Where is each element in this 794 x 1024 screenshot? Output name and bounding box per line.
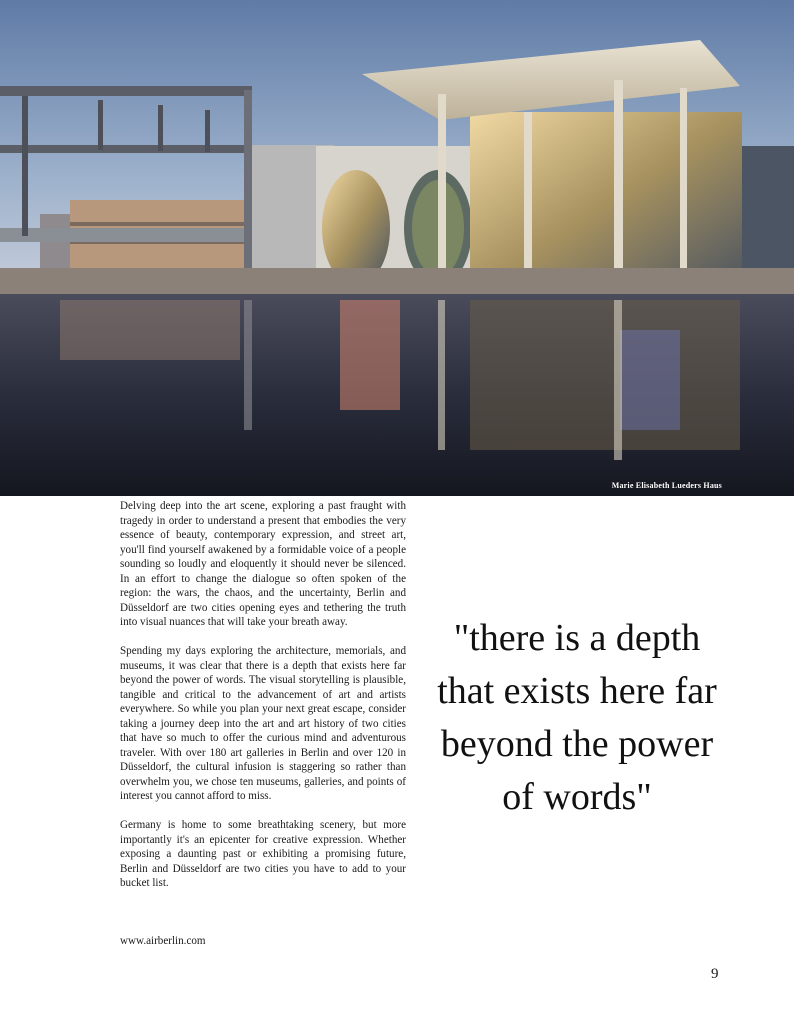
paragraph-1: Delving deep into the art scene, exploring a past fraught with tragedy in order to understand a present that embodies the very essence of beauty, contemporary expression, and street art, you'll find yourself awakened by a formidable voice of a people sounding so loudly and eloquently it should never be silenced. In an effort to change the dialogue so often spoken of the region: the wars, the chaos, and the uncertainty, Berlin and Düsseldorf are two cities opening eyes and tethering the truth into visual nuances that will take your breath away. xyxy=(120,500,406,628)
building-illustration xyxy=(0,0,794,496)
page-number: 9 xyxy=(711,966,719,982)
paragraph-2: Spending my days exploring the architecture, memorials, and museums, it was clear that there is a depth that exists here far beyond the power of words. The visual storytelling is plausible, tangible and critical to the advancement of art and artists everywhere. So while you plan your next great escape, consider taking a journey deep into the art and art history of two cities that have so much to offer the curious mind and adventurous traveler. With over 180 art galleries in Berlin and over 120 in Düsseldorf, the cultural infusion is staggering so rather than overwhelm you, we chose ten museums, galleries, and points of interest you cannot afford to miss. xyxy=(120,645,406,802)
pull-quote: "there is a depth that exists here far beyond the power of words" xyxy=(437,617,717,818)
photo-caption: Marie Elisabeth Lueders Haus xyxy=(611,481,722,490)
hero-photo xyxy=(0,0,794,496)
paragraph-3: Germany is home to some breathtaking scenery, but more importantly it's an epicenter for creative expression. Whether exposing a daunting past or exhibiting a promising future, Berlin and Düsseldorf are two cities you have to add to your bucket list. xyxy=(120,819,406,889)
website-link[interactable]: www.airberlin.com xyxy=(120,935,206,947)
article-body xyxy=(120,499,406,905)
